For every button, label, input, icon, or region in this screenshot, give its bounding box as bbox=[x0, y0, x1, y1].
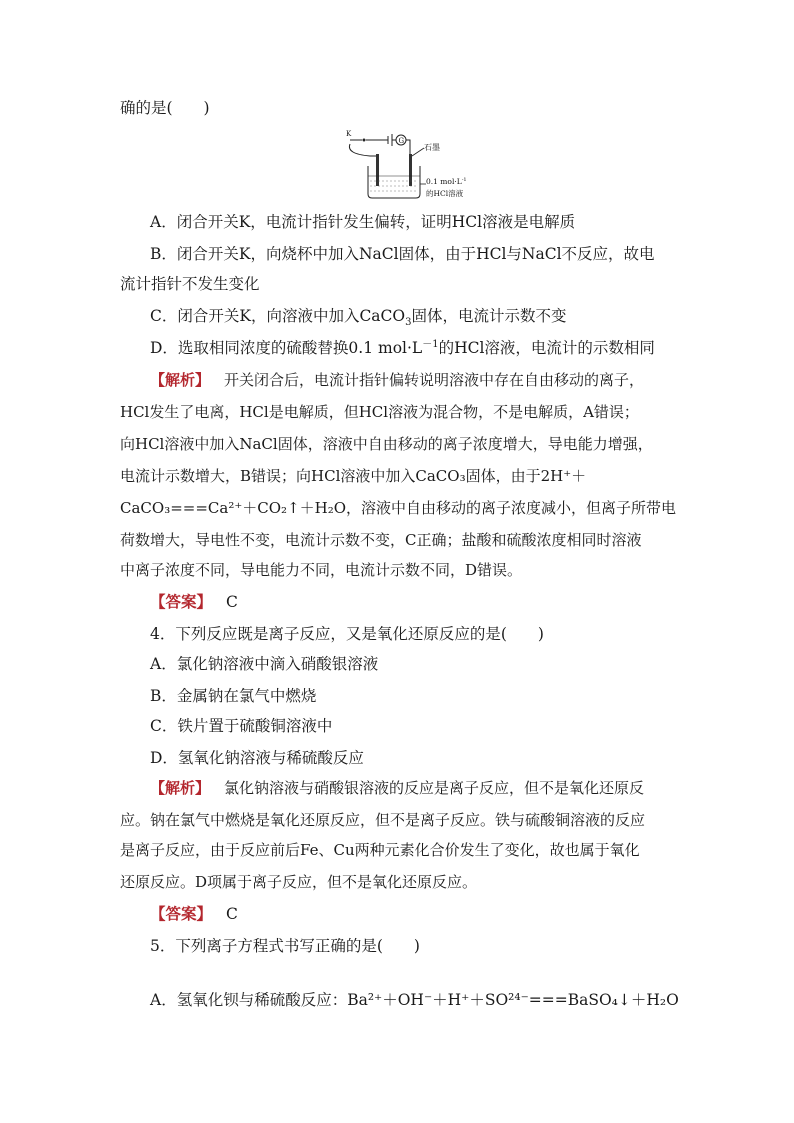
q3-option-b-line2: 流计指针不发生变化 bbox=[120, 275, 260, 293]
q3-analysis-line6: 荷数增大，导电性不变，电流计示数不变，C正确；盐酸和硫酸浓度相同时溶液 bbox=[120, 531, 642, 549]
q3-analysis-line4: 电流计示数增大，B错误；向HCl溶液中加入CaCO₃固体，由于2H⁺＋ bbox=[120, 467, 587, 485]
circuit-figure bbox=[340, 126, 500, 204]
q3-stem-tail: 确的是( ) bbox=[120, 99, 210, 117]
q3-option-b-line1: B．闭合开关K，向烧杯中加入NaCl固体，由于HCl与NaCl不反应，故电 bbox=[150, 245, 655, 263]
analysis-tag: 【解析】 bbox=[150, 371, 211, 389]
q4-stem: 4．下列反应既是离子反应，又是氧化还原反应的是( ) bbox=[150, 625, 544, 643]
q3-analysis-line2: HCl发生了电离，HCl是电解质，但HCl溶液为混合物，不是电解质，A错误； bbox=[120, 403, 639, 421]
q4-answer: 【答案】 C bbox=[150, 904, 238, 923]
concentration-label: 0.1 $mol\cdot L^{-1}$ bbox=[426, 177, 467, 186]
q3-option-c: C．闭合开关K，向溶液中加入CaCO$_3$固体，电流计示数不变 bbox=[150, 307, 567, 329]
q3-analysis-line3: 向HCl溶液中加入NaCl固体，溶液中自由移动的离子浓度增大，导电能力增强， bbox=[120, 435, 653, 453]
q5-option-a: A．氢氧化钡与稀硫酸反应：Ba²⁺＋OH⁻＋H⁺＋SO²⁴⁻===BaSO₄↓＋H₂O bbox=[150, 991, 679, 1009]
q5-stem: 5．下列离子方程式书写正确的是( ) bbox=[150, 937, 420, 955]
q4-analysis-line4: 还原反应。D项属于离子反应，但不是氧化还原反应。 bbox=[120, 873, 478, 891]
q4-analysis-line2: 应。钠在氯气中燃烧是氧化还原反应，但不是离子反应。铁与硫酸铜溶液的反应 bbox=[120, 811, 646, 829]
q4-option-d: D．氢氧化钠溶液与稀硫酸反应 bbox=[150, 749, 364, 767]
analysis-tag: 【解析】 bbox=[150, 779, 211, 797]
graphite-pointer bbox=[412, 148, 424, 156]
q3-option-a: A．闭合开关K，电流计指针发生偏转，证明HCl溶液是电解质 bbox=[150, 213, 576, 231]
q3-option-d: D．选取相同浓度的硫酸替换0.1 $mol\cdot L^{-1}$的HCl溶液，电流计的示数相同 bbox=[150, 338, 655, 357]
switch-contact bbox=[363, 139, 366, 142]
graphite-label: 石墨 bbox=[424, 143, 440, 152]
answer-tag: 【答案】 bbox=[150, 904, 213, 923]
wire-right bbox=[406, 140, 410, 156]
galvanometer-label: G bbox=[398, 137, 405, 145]
q3-analysis-line7: 中离子浓度不同，导电能力不同，电流计示数不同，D错误。 bbox=[120, 561, 523, 579]
q3-analysis-line5: CaCO₃===Ca²⁺＋CO₂↑＋H₂O，溶液中自由移动的离子浓度减小，但离子所带电 bbox=[120, 499, 677, 517]
q3-answer: 【答案】 C bbox=[150, 592, 238, 611]
q4-option-a: A．氯化钠溶液中滴入硝酸银溶液 bbox=[150, 655, 379, 673]
wire-left bbox=[349, 144, 378, 156]
beaker bbox=[368, 166, 420, 198]
q3-analysis-line1: 【解析】 开关闭合后，电流计指针偏转说明溶液中存在自由移动的离子， bbox=[150, 371, 645, 389]
q4-analysis-line1: 【解析】 氯化钠溶液与硝酸银溶液的反应是离子反应，但不是氧化还原反 bbox=[150, 779, 645, 797]
q4-analysis-line3: 是离子反应，由于反应前后Fe、Cu两种元素化合价发生了变化，故也属于氧化 bbox=[120, 841, 640, 859]
q4-option-b: B．金属钠在氯气中燃烧 bbox=[150, 687, 317, 705]
q4-option-c: C．铁片置于硫酸铜溶液中 bbox=[150, 717, 333, 735]
solution-label: 的HCl溶液 bbox=[426, 189, 464, 198]
answer-tag: 【答案】 bbox=[150, 592, 213, 611]
switch-label: K bbox=[346, 130, 352, 138]
